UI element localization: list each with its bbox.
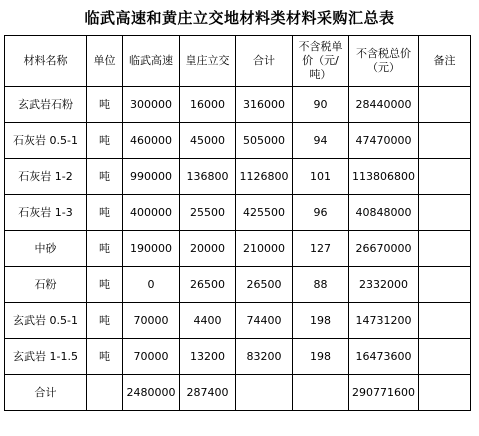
cell-total-price: 28440000 [349, 87, 419, 123]
header-cell-remarks: 备注 [419, 36, 471, 87]
cell-total: 74400 [236, 303, 293, 339]
cell-total-price: 16473600 [349, 339, 419, 375]
cell-remarks [419, 87, 471, 123]
cell-linwu-highway: 70000 [123, 339, 180, 375]
cell-total-price: 113806800 [349, 159, 419, 195]
header-cell-huangzhuang-interchange: 皇庄立交 [180, 36, 236, 87]
cell-linwu-highway: 190000 [123, 231, 180, 267]
cell-unit: 吨 [87, 303, 123, 339]
cell-material-name: 玄武岩 1-1.5 [5, 339, 87, 375]
cell-huangzhuang-interchange: 20000 [180, 231, 236, 267]
cell-huangzhuang-interchange: 13200 [180, 339, 236, 375]
cell-total-price: 40848000 [349, 195, 419, 231]
table-row [5, 87, 471, 123]
table-row [5, 195, 471, 231]
cell-unit: 吨 [87, 339, 123, 375]
cell-material-name: 合计 [5, 375, 87, 411]
cell-remarks [419, 339, 471, 375]
procurement-summary-table [4, 35, 471, 411]
header-cell-unit-price-excl-tax: 不含税单价（元/吨） [293, 36, 349, 87]
cell-total [236, 375, 293, 411]
sheet-title: 临武高速和黄庄立交地材料类材料采购汇总表 [84, 9, 395, 27]
cell-unit-price: 88 [293, 267, 349, 303]
cell-total: 26500 [236, 267, 293, 303]
cell-material-name: 石灰岩 1-3 [5, 195, 87, 231]
cell-huangzhuang-interchange: 45000 [180, 123, 236, 159]
cell-unit: 吨 [87, 231, 123, 267]
table-row [5, 339, 471, 375]
cell-total: 210000 [236, 231, 293, 267]
cell-total: 505000 [236, 123, 293, 159]
cell-total-price: 14731200 [349, 303, 419, 339]
cell-total-price: 47470000 [349, 123, 419, 159]
header-cell-linwu-highway: 临武高速 [123, 36, 180, 87]
cell-linwu-highway: 990000 [123, 159, 180, 195]
cell-remarks [419, 159, 471, 195]
cell-total-price: 26670000 [349, 231, 419, 267]
cell-total: 1126800 [236, 159, 293, 195]
cell-material-name: 中砂 [5, 231, 87, 267]
table-row [5, 267, 471, 303]
table-row [5, 159, 471, 195]
cell-huangzhuang-interchange: 25500 [180, 195, 236, 231]
cell-linwu-highway: 70000 [123, 303, 180, 339]
cell-unit-price: 101 [293, 159, 349, 195]
cell-unit-price: 96 [293, 195, 349, 231]
cell-unit [87, 375, 123, 411]
cell-huangzhuang-interchange: 26500 [180, 267, 236, 303]
cell-linwu-highway: 2480000 [123, 375, 180, 411]
cell-material-name: 玄武岩 0.5-1 [5, 303, 87, 339]
cell-total: 83200 [236, 339, 293, 375]
cell-material-name: 石灰岩 0.5-1 [5, 123, 87, 159]
header-cell-material-name: 材料名称 [5, 36, 87, 87]
cell-unit-price [293, 375, 349, 411]
cell-unit-price: 127 [293, 231, 349, 267]
cell-remarks [419, 195, 471, 231]
header-cell-total-price-excl-tax: 不含税总价（元） [349, 36, 419, 87]
cell-material-name: 石粉 [5, 267, 87, 303]
cell-linwu-highway: 300000 [123, 87, 180, 123]
cell-material-name: 石灰岩 1-2 [5, 159, 87, 195]
cell-linwu-highway: 400000 [123, 195, 180, 231]
cell-remarks [419, 267, 471, 303]
cell-remarks [419, 303, 471, 339]
header-row [5, 36, 471, 87]
table-row [5, 231, 471, 267]
cell-huangzhuang-interchange: 136800 [180, 159, 236, 195]
table-row [5, 123, 471, 159]
total-row [5, 375, 471, 411]
table-row [5, 303, 471, 339]
header-cell-unit: 单位 [87, 36, 123, 87]
cell-total-price: 290771600 [349, 375, 419, 411]
cell-unit: 吨 [87, 123, 123, 159]
cell-total: 316000 [236, 87, 293, 123]
cell-huangzhuang-interchange: 16000 [180, 87, 236, 123]
cell-linwu-highway: 0 [123, 267, 180, 303]
cell-unit-price: 198 [293, 303, 349, 339]
cell-unit-price: 90 [293, 87, 349, 123]
header-cell-total: 合计 [236, 36, 293, 87]
cell-total: 425500 [236, 195, 293, 231]
cell-unit: 吨 [87, 87, 123, 123]
cell-material-name: 玄武岩石粉 [5, 87, 87, 123]
cell-remarks [419, 375, 471, 411]
cell-unit-price: 198 [293, 339, 349, 375]
cell-linwu-highway: 460000 [123, 123, 180, 159]
cell-remarks [419, 231, 471, 267]
cell-unit: 吨 [87, 159, 123, 195]
cell-unit-price: 94 [293, 123, 349, 159]
cell-huangzhuang-interchange: 287400 [180, 375, 236, 411]
cell-unit: 吨 [87, 195, 123, 231]
cell-remarks [419, 123, 471, 159]
cell-unit: 吨 [87, 267, 123, 303]
cell-huangzhuang-interchange: 4400 [180, 303, 236, 339]
cell-total-price: 2332000 [349, 267, 419, 303]
